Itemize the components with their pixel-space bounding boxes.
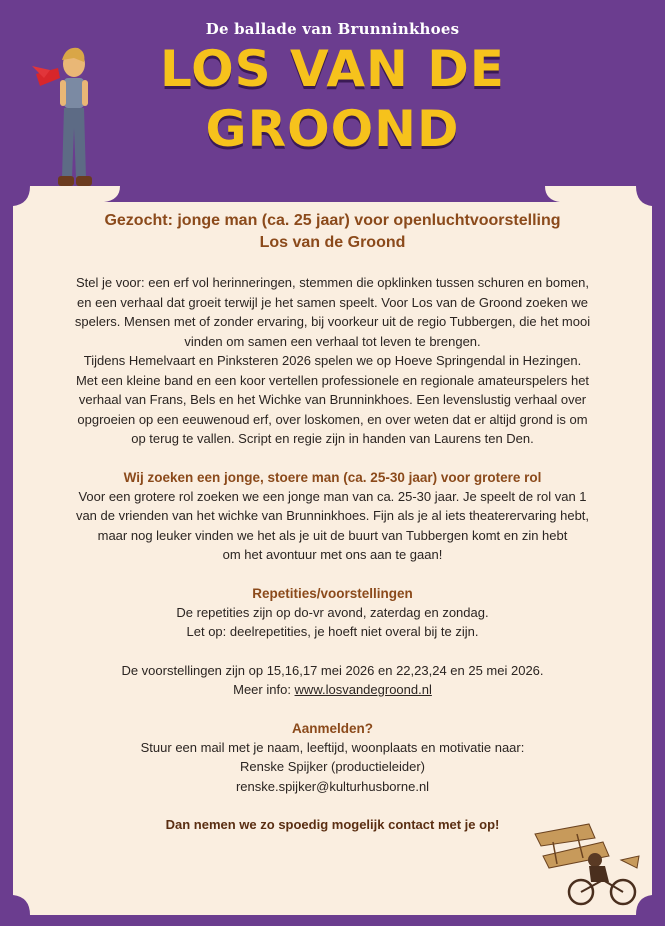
subtitle: De ballade van Brunninkhoes xyxy=(205,20,460,38)
role-line: maar nog leuker vinden we het als je uit de buurt van Tubbergen komt en zin hebt xyxy=(97,527,568,543)
role-line: van de vrienden van het wichke van Brunninkhoes. Fijn als je al iets theaterervaring hebt, xyxy=(75,508,590,523)
contact-email: renske.spijker@kulturhusborne.nl xyxy=(235,778,430,794)
content xyxy=(40,210,625,835)
contact-name: Renske Spijker (productieleider) xyxy=(240,759,425,774)
intro-line: vinden om samen een verhaal tot leven te brengen. xyxy=(184,333,481,349)
rehearsals-line: De repetities zijn op do-vr avond, zaterdag en zondag. xyxy=(176,604,489,620)
more-info-line xyxy=(40,680,625,700)
intro-line: opgroeien op een eeuwenoud erf, over loskomen, en over weten dat er altijd grond is om xyxy=(77,411,588,427)
rehearsals-heading: Repetities/voorstellingen xyxy=(252,585,413,601)
closing-line: Dan nemen we zo spoedig mogelijk contact met je op! xyxy=(165,817,500,832)
role-heading: Wij zoeken een jonge, stoere man (ca. 25-30 jaar) voor grotere rol xyxy=(123,469,542,485)
role-line: om het avontuur met ons aan te gaan! xyxy=(222,547,443,562)
rehearsals-line: Let op: deelrepetities, je hoeft niet overal bij te zijn. xyxy=(186,624,479,639)
intro-line: Met een kleine band en een koor vertellen professionele en regionale amateurspelers het xyxy=(75,372,590,388)
title-line-2: GROOND xyxy=(205,100,460,158)
website-link[interactable]: www.losvandegroond.nl xyxy=(294,682,432,697)
intro-heading-line-2: Los van de Groond xyxy=(259,234,406,251)
intro-line: verhaal van Frans, Bels en het Wichke van Brunninkhoes. Een levenslustig verhaal over xyxy=(78,392,587,407)
intro-line: Tijdens Hemelvaart en Pinksteren 2026 spelen we op Hoeve Springendal in Hezingen. xyxy=(83,353,582,368)
signup-line: Stuur een mail met je naam, leeftijd, woonplaats en motivatie naar: xyxy=(140,739,525,755)
more-info-label: Meer info: xyxy=(233,682,295,697)
performances-line: De voorstellingen zijn op 15,16,17 mei 2026 en 22,23,24 en 25 mei 2026. xyxy=(121,662,544,678)
intro-line: op terug te vallen. Script en regie zijn in handen van Laurens ten Den. xyxy=(131,431,534,446)
title-line-1: LOS VAN DE xyxy=(160,40,505,98)
intro-heading-line-1: Gezocht: jonge man (ca. 25 jaar) voor openluchtvoorstelling xyxy=(104,212,561,229)
role-line: Voor een grotere rol zoeken we een jonge man van ca. 25-30 jaar. Je speelt de rol van 1 xyxy=(78,488,587,504)
girl-illustration-icon xyxy=(30,38,110,196)
signup-heading: Aanmelden? xyxy=(291,720,373,736)
intro-line: spelers. Mensen met of zonder ervaring, bij voorkeur uit de regio Tubbergen, die het mooi xyxy=(74,314,591,329)
intro-line: Stel je voor: een erf vol herinneringen, stemmen die opklinken tussen schuren en bomen, xyxy=(75,275,590,290)
intro-line: en een verhaal dat groeit terwijl je het samen speelt. Voor Los van de Groond zoeken we xyxy=(77,294,588,310)
